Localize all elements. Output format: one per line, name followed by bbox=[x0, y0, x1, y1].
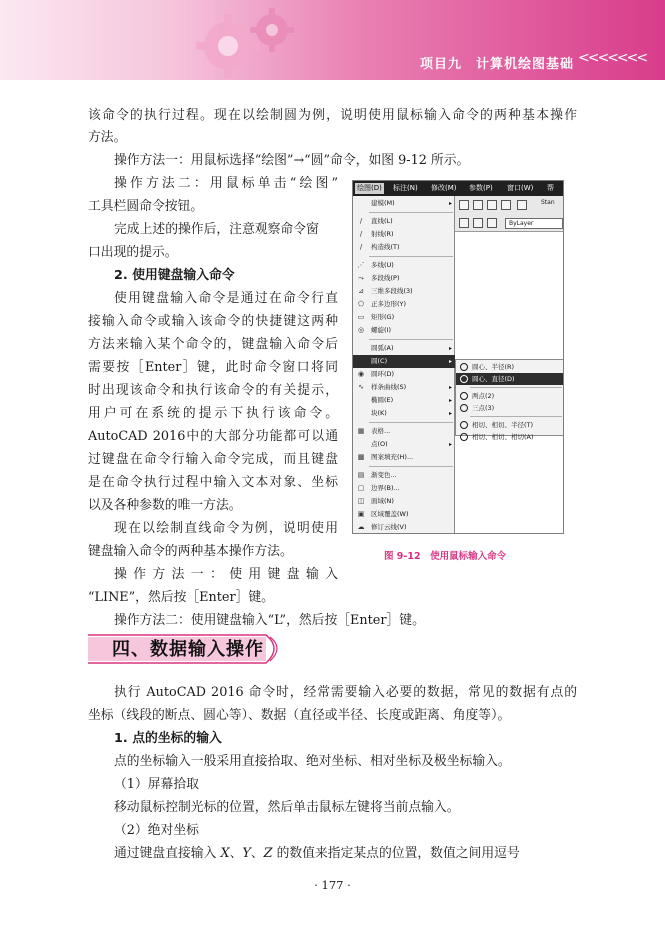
menu-item-label: 圆环(D) bbox=[371, 370, 395, 378]
menu-item-icon: ⬠ bbox=[357, 300, 365, 308]
menubar-item-window[interactable]: 窗口(W) bbox=[507, 184, 534, 192]
menu-item-icon bbox=[357, 410, 365, 417]
paragraph-line: 使用键盘输入命令是通过在命令行直 bbox=[114, 291, 338, 306]
submenu-item[interactable] bbox=[456, 390, 564, 402]
menu-item[interactable] bbox=[353, 438, 455, 451]
toolbar-icon[interactable] bbox=[459, 218, 469, 228]
circle-icon bbox=[460, 404, 468, 412]
menu-item[interactable] bbox=[353, 368, 455, 381]
section-title: 四、数据输入操作 bbox=[112, 639, 264, 660]
paragraph-line: 现在以绘制直线命令为例，说明使用 bbox=[114, 521, 338, 536]
menu-item-icon: ▣ bbox=[357, 510, 365, 518]
menu-item-label: 点(O) bbox=[371, 440, 388, 448]
paragraph-line: 工具栏圆命令按钮。 bbox=[88, 199, 204, 214]
menu-item[interactable] bbox=[353, 259, 455, 272]
submenu-arrow-icon: ▸ bbox=[448, 441, 452, 448]
submenu-arrow-icon: ▸ bbox=[448, 384, 452, 391]
toolbar-icon[interactable] bbox=[473, 218, 483, 228]
menu-item[interactable] bbox=[353, 451, 455, 464]
submenu-arrow-icon: ▸ bbox=[448, 358, 452, 365]
menu-item-label: 多段线(P) bbox=[371, 274, 400, 282]
menu-item-label: 圆弧(A) bbox=[371, 344, 394, 352]
menu-item-icon: ☁ bbox=[357, 523, 365, 531]
submenu-arrow-icon: ▸ bbox=[448, 345, 452, 352]
autocad-menu-screenshot bbox=[352, 180, 564, 534]
paragraph-line: 点的坐标输入一般采用直接拾取、绝对坐标、相对坐标及极坐标输入。 bbox=[114, 754, 511, 769]
menu-item-icon: / bbox=[359, 217, 363, 225]
toolbar-icon[interactable] bbox=[487, 218, 497, 228]
circle-icon bbox=[460, 363, 468, 371]
list-item-heading: （2）绝对坐标 bbox=[114, 823, 199, 838]
submenu-item-label: 相切、相切、半径(T) bbox=[472, 421, 534, 429]
menu-item[interactable] bbox=[353, 394, 455, 407]
menubar-item-help[interactable]: 帮 bbox=[547, 184, 554, 192]
menu-item-label: 块(K) bbox=[371, 409, 387, 417]
paragraph-line: 坐标（线段的断点、圆心等）、数据（直径或半径、长度或距离、角度等）。 bbox=[88, 708, 511, 723]
menu-item[interactable] bbox=[353, 311, 455, 324]
menu-item-icon: ◎ bbox=[357, 326, 365, 334]
paragraph-line bbox=[114, 844, 520, 864]
paragraph-line: 是在命令执行过程中输入文本对象、坐标 bbox=[88, 475, 338, 490]
menu-item-icon: ⊿ bbox=[358, 287, 364, 295]
menu-item-icon: ▤ bbox=[357, 471, 365, 479]
menu-item[interactable] bbox=[353, 228, 455, 241]
menu-item[interactable] bbox=[353, 469, 455, 482]
menu-item-label: 正多边形(Y) bbox=[371, 300, 407, 308]
menubar-item-modify[interactable]: 修改(M) bbox=[431, 184, 457, 192]
menu-separator bbox=[369, 422, 453, 423]
paragraph-line: 方法。 bbox=[88, 130, 127, 145]
menu-item[interactable] bbox=[353, 482, 455, 495]
paragraph-line: 口出现的提示。 bbox=[88, 245, 178, 260]
menubar-item-dimension[interactable]: 标注(N) bbox=[393, 184, 418, 192]
menu-item-label: 螺旋(I) bbox=[371, 326, 391, 334]
paragraph-line: 时出现该命令和执行该命令的有关提示， bbox=[88, 383, 338, 398]
menu-item-label: 直线(L) bbox=[371, 217, 393, 225]
menu-item-label: 矩形(G) bbox=[371, 313, 395, 321]
menu-separator bbox=[369, 339, 453, 340]
menu-item-label: 表格... bbox=[371, 427, 391, 435]
menu-item-icon: ◫ bbox=[357, 497, 365, 505]
menu-separator bbox=[470, 416, 562, 417]
circle-icon bbox=[460, 433, 468, 441]
submenu-arrow-icon: ▸ bbox=[448, 200, 452, 207]
menu-item[interactable] bbox=[353, 324, 455, 337]
menu-item-label: 多线(U) bbox=[371, 261, 394, 269]
menu-separator bbox=[369, 466, 453, 467]
submenu-item[interactable] bbox=[456, 431, 564, 443]
toolbar-icon[interactable] bbox=[501, 200, 511, 210]
menu-item[interactable] bbox=[353, 197, 455, 210]
menu-item-label: 三维多段线(3) bbox=[371, 287, 413, 295]
submenu-item-label: 三点(3) bbox=[472, 404, 495, 412]
subheading-keyboard: 2. 使用键盘输入命令 bbox=[114, 268, 235, 283]
menu-item-label: 边界(B)... bbox=[371, 484, 400, 492]
paragraph-line: 以及各种参数的唯一方法。 bbox=[88, 498, 242, 513]
menu-item[interactable] bbox=[353, 495, 455, 508]
circle-icon bbox=[460, 375, 468, 383]
toolbar-icon[interactable] bbox=[473, 200, 483, 210]
menu-item-label: 修订云线(V) bbox=[371, 523, 407, 531]
circle-icon bbox=[460, 392, 468, 400]
var-x: X bbox=[220, 846, 230, 861]
method-one-text: 操作方法一：用鼠标选择“绘图”→“圆”命令，如图 9-12 所示。 bbox=[114, 153, 470, 168]
figure-caption: 图 9-12 使用鼠标输入命令 bbox=[384, 551, 507, 562]
menu-item-label: 样条曲线(S) bbox=[371, 383, 407, 391]
toolbar-icon[interactable] bbox=[487, 200, 497, 210]
menu-item-label: 图案填充(H)... bbox=[371, 453, 414, 461]
paragraph-line: 方法来输入某个命令的，键盘输入命令后 bbox=[88, 337, 338, 352]
chevron-decoration: <<<<<<< bbox=[578, 50, 647, 66]
menu-separator bbox=[369, 212, 453, 213]
menu-item-icon bbox=[357, 345, 365, 352]
menu-item-icon: ◉ bbox=[357, 370, 365, 378]
text-style-box[interactable]: Stan bbox=[541, 199, 555, 206]
toolbar-icon[interactable] bbox=[459, 200, 469, 210]
toolbar-icon[interactable] bbox=[517, 200, 527, 210]
menu-item-icon: ▢ bbox=[357, 484, 365, 492]
paragraph-line: 操作方法二：使用键盘输入“L”，然后按［Enter］键。 bbox=[114, 613, 425, 628]
paragraph-line: AutoCAD 2016中的大部分功能都可以通 bbox=[88, 429, 338, 444]
circle-submenu bbox=[455, 359, 564, 441]
submenu-item-label: 两点(2) bbox=[472, 392, 495, 400]
submenu-item[interactable] bbox=[456, 373, 564, 385]
menu-item[interactable] bbox=[353, 425, 455, 438]
submenu-item-label: 圆心、直径(D) bbox=[472, 375, 515, 383]
submenu-item[interactable] bbox=[456, 402, 564, 414]
menu-item[interactable] bbox=[353, 355, 455, 368]
menu-item-icon: ⋰ bbox=[357, 261, 365, 269]
submenu-item-label: 圆心、半径(R) bbox=[472, 363, 515, 371]
paragraph-line: 键盘输入命令的两种基本操作方法。 bbox=[88, 544, 293, 559]
menu-item-icon bbox=[357, 441, 365, 448]
draw-menu bbox=[353, 196, 455, 534]
subheading-point: 1. 点的坐标的输入 bbox=[114, 731, 222, 746]
menu-item-label: 椭圆(E) bbox=[371, 396, 394, 404]
menu-item[interactable] bbox=[353, 272, 455, 285]
circle-icon bbox=[460, 421, 468, 429]
menu-item-icon: ▭ bbox=[357, 313, 365, 321]
paragraph-line: 操作方法一：使用键盘输入 bbox=[114, 567, 338, 582]
text-run: 、 bbox=[229, 846, 243, 861]
menu-item-label: 区域覆盖(W) bbox=[371, 510, 409, 518]
menu-item-icon: / bbox=[359, 230, 363, 238]
paragraph-line: 该命令的执行过程。现在以绘制圆为例，说明使用鼠标输入命令的两种基本操作 bbox=[88, 108, 577, 123]
menubar bbox=[353, 181, 564, 196]
paragraph-line: 过键盘在命令行输入命令完成，而且键盘 bbox=[88, 452, 338, 467]
text-run: 通过键盘直接输入 bbox=[114, 846, 221, 861]
page-header bbox=[0, 0, 665, 80]
menu-item[interactable] bbox=[353, 241, 455, 254]
paragraph-line: 移动鼠标控制光标的位置，然后单击鼠标左键将当前点输入。 bbox=[114, 800, 460, 815]
menubar-item-draw[interactable]: 绘图(D) bbox=[357, 184, 382, 192]
menu-item-icon: ∿ bbox=[358, 383, 364, 391]
menu-item-icon: ▩ bbox=[357, 453, 365, 461]
chapter-title: 项目九 计算机绘图基础 bbox=[420, 57, 575, 72]
layer-dropdown[interactable]: ByLayer bbox=[505, 218, 563, 229]
menu-item[interactable] bbox=[353, 381, 455, 394]
menubar-item-parameter[interactable]: 参数(P) bbox=[469, 184, 493, 192]
var-y: Y bbox=[242, 846, 251, 861]
submenu-arrow-icon: ▸ bbox=[448, 397, 452, 404]
paragraph-line: “LINE”，然后按［Enter］键。 bbox=[88, 590, 274, 605]
menu-item-label: 射线(R) bbox=[371, 230, 394, 238]
menu-item-icon: / bbox=[359, 243, 363, 251]
menu-item-label: 圆(C) bbox=[371, 357, 388, 365]
menu-item-icon bbox=[357, 397, 365, 404]
paragraph-line: 需要按［Enter］键，此时命令窗口将同 bbox=[88, 360, 338, 375]
submenu-arrow-icon: ▸ bbox=[448, 410, 452, 417]
menu-item-label: 建模(M) bbox=[371, 199, 395, 207]
menu-item-label: 构造线(T) bbox=[371, 243, 400, 251]
menu-item[interactable] bbox=[353, 298, 455, 311]
list-item-heading: （1）屏幕拾取 bbox=[114, 777, 199, 792]
var-z: Z bbox=[263, 846, 273, 861]
text-run: 、 bbox=[250, 846, 264, 861]
menu-item[interactable] bbox=[353, 407, 455, 420]
menu-separator bbox=[369, 256, 453, 257]
paragraph-line: 操作方法二：用鼠标单击“绘图” bbox=[114, 176, 338, 191]
menu-item-icon bbox=[357, 358, 365, 365]
menu-item-label: 面域(N) bbox=[371, 497, 394, 505]
menu-item[interactable] bbox=[353, 508, 455, 521]
text-run: 的数值来指定某点的位置，数值之间用逗号 bbox=[272, 846, 520, 861]
submenu-item-label: 相切、相切、相切(A) bbox=[472, 433, 534, 441]
menu-item-icon: ▦ bbox=[357, 427, 365, 435]
menu-item-icon bbox=[357, 200, 365, 207]
page-number: · 177 · bbox=[314, 878, 351, 892]
menu-item[interactable] bbox=[353, 342, 455, 355]
menu-item-icon: ⤳ bbox=[358, 274, 364, 282]
paragraph-line: 执行 AutoCAD 2016 命令时，经常需要输入必要的数据，常见的数据有点的 bbox=[114, 685, 577, 700]
section-banner bbox=[88, 631, 284, 665]
menu-separator bbox=[470, 387, 562, 388]
paragraph-line: 完成上述的操作后，注意观察命令窗 bbox=[114, 222, 319, 237]
paragraph-line: 接输入命令或输入该命令的快捷键这两种 bbox=[88, 314, 338, 329]
paragraph-line: 用户可在系统的提示下执行该命令。 bbox=[88, 406, 338, 421]
menu-item[interactable] bbox=[353, 521, 455, 534]
menu-item-label: 渐变色... bbox=[371, 471, 397, 479]
menu-item[interactable] bbox=[353, 215, 455, 228]
gear-decoration-icon bbox=[190, 2, 310, 78]
submenu-item[interactable] bbox=[456, 419, 564, 431]
submenu-item[interactable] bbox=[456, 361, 564, 373]
menu-item[interactable] bbox=[353, 285, 455, 298]
